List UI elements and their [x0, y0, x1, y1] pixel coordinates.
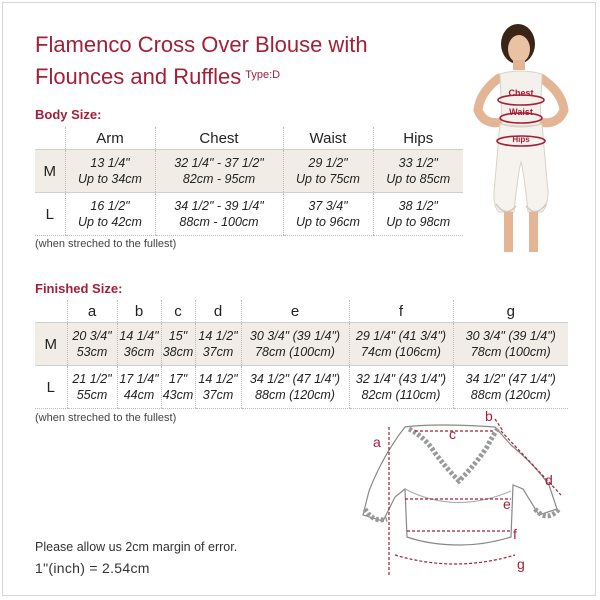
col-header-chest: Chest — [155, 127, 283, 150]
col-header-waist: Waist — [283, 127, 373, 150]
blouse-outline — [363, 425, 557, 545]
finished-size-note: (when streched to the fullest) — [35, 412, 177, 424]
diagram-label-c: c — [449, 426, 456, 442]
diagram-label-e: e — [503, 496, 511, 512]
type-label: Type:D — [245, 69, 281, 81]
col-header-g: g — [453, 300, 568, 323]
col-header-b: b — [117, 300, 161, 323]
table-row — [35, 150, 463, 193]
table-cell: 29 1/4" (41 3/4") 74cm (106cm) — [349, 323, 453, 366]
diagram-label-f: f — [513, 526, 517, 542]
right-leg-shape — [529, 212, 538, 252]
diagram-label-a: a — [373, 434, 381, 450]
diagram-label-d: d — [545, 472, 553, 488]
table-row — [35, 366, 568, 409]
diagram-label-g: g — [517, 556, 525, 572]
neck-shape — [513, 60, 525, 70]
size-label: M — [35, 323, 67, 366]
col-header-hips: Hips — [373, 127, 463, 150]
table-cell: 34 1/2" - 39 1/4" 88cm - 100cm — [155, 193, 283, 236]
measure-line-g — [395, 555, 515, 564]
col-header-d: d — [195, 300, 241, 323]
body-size-table — [35, 127, 463, 236]
table-cell: 14 1/2" 37cm — [195, 366, 241, 409]
table-row — [35, 193, 463, 236]
table-cell: 38 1/2" Up to 98cm — [373, 193, 463, 236]
table-cell: 14 1/4" 36cm — [117, 323, 161, 366]
body-size-heading: Body Size: — [35, 107, 102, 122]
finished-size-header-row — [35, 300, 568, 323]
left-leg-shape — [504, 212, 513, 252]
finished-size-heading: Finished Size: — [35, 281, 123, 296]
hips-label: Hips — [512, 135, 530, 144]
col-header-f: f — [349, 300, 453, 323]
table-row — [35, 323, 568, 366]
table-cell: 15" 38cm — [161, 323, 195, 366]
table-cell: 37 3/4" Up to 96cm — [283, 193, 373, 236]
table-cell: 33 1/2" Up to 85cm — [373, 150, 463, 193]
table-cell: 32 1/4" (43 1/4") 82cm (110cm) — [349, 366, 453, 409]
size-label: L — [35, 366, 67, 409]
title-line-2: Flounces and Ruffles — [35, 64, 242, 89]
table-cell: 17 1/4" 44cm — [117, 366, 161, 409]
conversion-note: 1"(inch) = 2.54cm — [35, 560, 150, 576]
size-label: M — [35, 150, 65, 193]
camisole-shape — [500, 71, 542, 126]
waist-label: Waist — [509, 107, 533, 117]
face-shape — [508, 35, 530, 63]
col-header-e: e — [241, 300, 349, 323]
finished-size-table — [35, 300, 568, 409]
table-cell: 20 3/4" 53cm — [67, 323, 117, 366]
model-photo — [466, 22, 576, 262]
table-cell: 34 1/2" (47 1/4") 88cm (120cm) — [453, 366, 568, 409]
page-title — [35, 30, 368, 92]
table-cell: 13 1/4" Up to 34cm — [65, 150, 155, 193]
table-cell: 16 1/2" Up to 42cm — [65, 193, 155, 236]
table-cell: 29 1/2" Up to 75cm — [283, 150, 373, 193]
col-header-a: a — [67, 300, 117, 323]
col-header-arm: Arm — [65, 127, 155, 150]
table-cell: 32 1/4" - 37 1/2" 82cm - 95cm — [155, 150, 283, 193]
header-empty — [35, 127, 65, 150]
size-label: L — [35, 193, 65, 236]
table-cell: 14 1/2" 37cm — [195, 323, 241, 366]
body-size-header-row — [35, 127, 463, 150]
header-empty — [35, 300, 67, 323]
blouse-diagram — [335, 405, 585, 580]
col-header-c: c — [161, 300, 195, 323]
table-cell: 17" 43cm — [161, 366, 195, 409]
table-cell: 30 3/4" (39 1/4") 78cm (100cm) — [241, 323, 349, 366]
diagram-label-b: b — [485, 408, 493, 424]
chest-label: Chest — [508, 88, 534, 98]
table-cell: 30 3/4" (39 1/4") 78cm (100cm) — [453, 323, 568, 366]
table-cell: 21 1/2" 55cm — [67, 366, 117, 409]
body-size-note: (when streched to the fullest) — [35, 238, 177, 250]
title-line-1: Flamenco Cross Over Blouse with — [35, 32, 368, 57]
margin-note: Please allow us 2cm margin of error. — [35, 540, 238, 554]
table-cell: 34 1/2" (47 1/4") 88cm (120cm) — [241, 366, 349, 409]
